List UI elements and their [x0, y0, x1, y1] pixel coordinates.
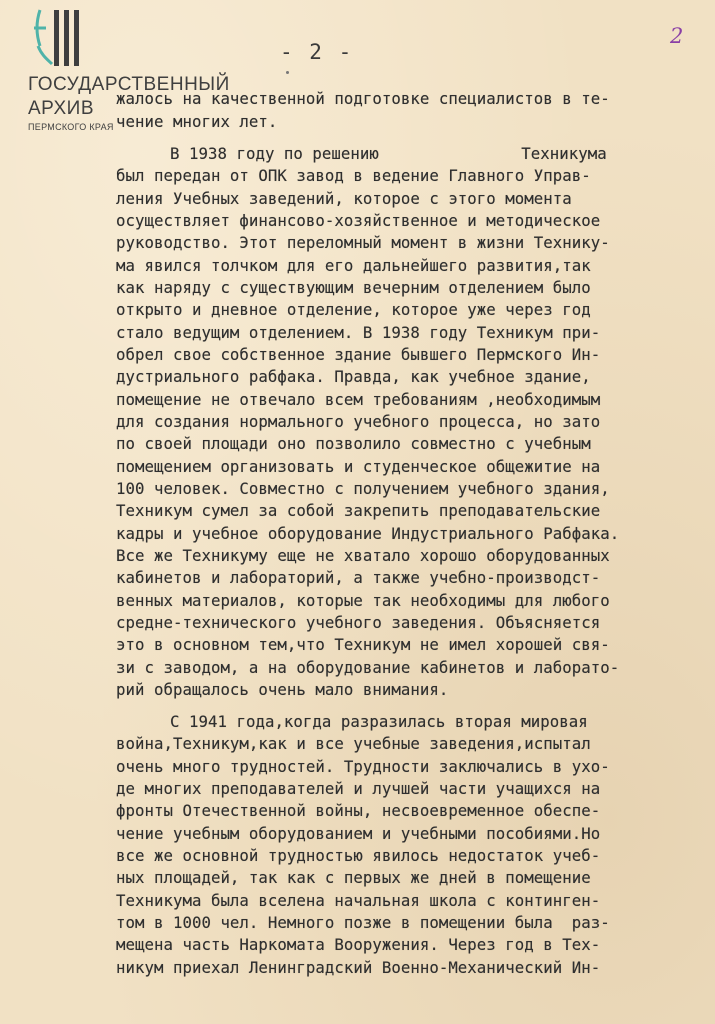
text-line: 100 человек. Совместно с получением учебного здания,: [116, 479, 610, 498]
text-line: средне-технического учебного заведения. Объясняется: [116, 613, 601, 632]
text-line: помещением организовать и студенческое общежитие на: [116, 457, 601, 476]
text-line: С 1941 года,когда разразилась вторая мировая: [170, 712, 588, 731]
text-line: осуществляет финансово-хозяйственное и методическое: [116, 211, 601, 230]
archive-logo: [28, 6, 248, 132]
text-line: был передан от ОПК завод в ведение Главного Управ-: [116, 166, 591, 185]
text-line: очень много трудностей. Трудности заключались в ухо-: [116, 757, 610, 776]
text-line: ма явился толчком для его дальнейшего развития,так: [116, 256, 591, 275]
logo-title-line1: ГОСУДАРСТВЕННЫЙ: [28, 74, 230, 95]
text-line: стало ведущим отделением. В 1938 году Техникум при-: [116, 323, 601, 342]
text-line: де многих преподавателей и лучшей части учащихся на: [116, 779, 601, 798]
text-line: по своей площади оно позволило совместно с учебным: [116, 434, 591, 453]
text-line: как наряду с существующим вечерним отделением было: [116, 278, 591, 297]
text-line: открыто и дневное отделение, которое уже через год: [116, 300, 591, 319]
text-line: Техникума была вселена начальная школа с континген-: [116, 891, 601, 910]
text-line: жалось на качественной подготовке специалистов в те-: [116, 89, 610, 108]
handwritten-sheet-number: 2: [670, 24, 684, 48]
page-number: - 2 -: [280, 40, 354, 64]
text-line: зи с заводом, а на оборудование кабинетов и лаборато-: [116, 658, 620, 677]
text-line: помещение не отвечало всем требованиям ,необходимым: [116, 390, 601, 409]
text-line: никум приехал Ленинградский Военно-Механический Ин-: [116, 958, 601, 977]
logo-subtitle: ПЕРМСКОГО КРАЯ: [28, 122, 114, 132]
text-line: Техникум сумел за собой закрепить преподавательские: [116, 501, 601, 520]
text-line: В 1938 году по решению Техникума: [170, 144, 607, 163]
text-line: чение многих лет.: [116, 112, 278, 131]
text-line: Все же Техникуму еще не хватало хорошо оборудованных: [116, 546, 610, 565]
logo-title-line2: АРХИВ: [28, 98, 94, 119]
text-line: для создания нормального учебного процесса, но зато: [116, 412, 601, 431]
text-line: дустриального рабфака. Правда, как учебное здание,: [116, 367, 591, 386]
text-line: все же основной трудностью явилось недостаток учеб-: [116, 846, 601, 865]
text-line: том в 1000 чел. Немного позже в помещении была раз-: [116, 913, 610, 932]
archive-logo-icon: [30, 6, 90, 70]
text-line: кабинетов и лабораторий, а также учебно-производст-: [116, 568, 601, 587]
text-line: венных материалов, которые так необходимы для любого: [116, 591, 610, 610]
text-line: рий обращалось очень мало внимания.: [116, 680, 449, 699]
text-line: ных площадей, так как с первых же дней в помещение: [116, 868, 591, 887]
text-line: руководство. Этот переломный момент в жизни Технику-: [116, 233, 610, 252]
text-line: война,Техникум,как и все учебные заведения,испытал: [116, 734, 591, 753]
text-line: фронты Отечественной войны, несвоевременное обеспе-: [116, 801, 601, 820]
text-line: чение учебным оборудованием и учебными пособиями.Но: [116, 824, 601, 843]
text-line: кадры и учебное оборудование Индустриального Рабфака.: [116, 524, 620, 543]
text-line: обрел свое собственное здание бывшего Пермского Ин-: [116, 345, 601, 364]
text-line: мещена часть Наркомата Вооружения. Через год в Тех-: [116, 935, 601, 954]
ink-dot: [286, 71, 289, 74]
text-line: ления Учебных заведений, которое с этого момента: [116, 189, 572, 208]
text-line: это в основном тем,что Техникум не имел хорошей свя-: [116, 635, 610, 654]
